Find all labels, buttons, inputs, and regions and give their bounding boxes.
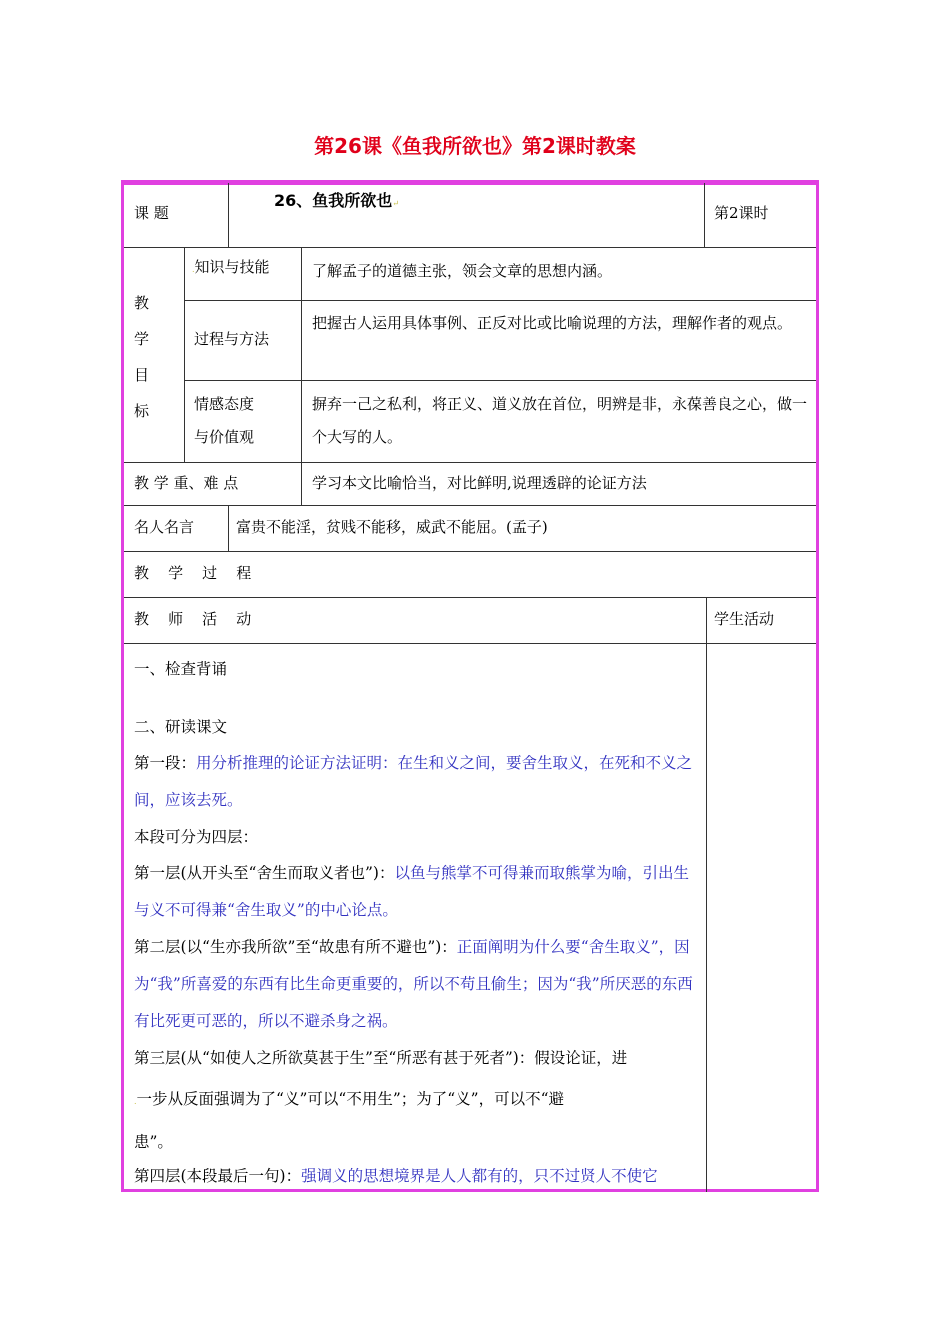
- process-header: 教 学 过 程: [134, 564, 252, 582]
- topic-value: 26、鱼我所欲也↵: [274, 191, 399, 210]
- lesson-plan-table: [121, 180, 819, 1192]
- step-study-text: 二、研读课文: [134, 718, 228, 736]
- page-title: 第26课《鱼我所欲也》第2课时教案: [314, 134, 636, 158]
- period-label: 第2课时: [714, 204, 769, 222]
- objective-label-process: 过程与方法: [194, 330, 270, 348]
- student-activity-header: 学生活动: [714, 610, 775, 628]
- key-points-label: 教 学 重、难 点: [134, 474, 239, 492]
- topic-label: 课 题: [134, 204, 169, 222]
- quote-label: 名人名言: [134, 518, 195, 536]
- key-points-text: 学习本文比喻恰当，对比鲜明,说理透辟的论证方法: [312, 474, 647, 492]
- objective-text-emotion: 摒弃一己之私利，将正义、道义放在首位，明辨是非，永葆善良之心，做一个大写的人。: [312, 395, 808, 446]
- objective-text-process: 把握古人运用具体事例、正反对比或比喻说理的方法，理解作者的观点。: [312, 314, 793, 332]
- teacher-activity-header: 教 师 活 动: [134, 610, 252, 628]
- objectives-group-label: 教 学 目 标: [134, 294, 150, 420]
- quote-text: 富贵不能淫，贫贱不能移，威武不能屈。(孟子): [236, 518, 548, 536]
- objective-text-knowledge: 了解孟子的道德主张，领会文章的思想内涵。: [312, 262, 613, 280]
- objective-label-emotion: 情感态度 与价值观: [194, 395, 255, 446]
- objective-label-knowledge: .知识与技能: [192, 258, 270, 276]
- teacher-activity-content: 一、检查背诵 二、研读课文 第一段：用分析推理的论证方法证明：在生和义之间，要舍生取义，在死和不义之间，应该去死。 本段可分为四层： 第一层(从开头至“舍生而取义者也”)：以鱼与熊掌不可得兼而取熊掌为喻，引出生与义不可得兼“舍生取义”的中心论点。 第二层(以“生亦我所欲”至“故患有所不避也”)：正面阐明为什么要“舍生取义”，因为“我”所喜爱的东西有比生命更重要的，所以不苟且偷生；因为“我”所厌恶的东西有比死更可恶的，所以不避杀身之祸。 第三层(从“如使人之所欲莫甚于生”至“所恶有甚于死者”)：假设论证，进 .一步从反面强调为了“义”可以“不用生”；为了“义”，可以不“避 患”。 第四层(本段最后一句)：强调义的思想境界是人人都有的，只不过贤人不使它: [134, 651, 700, 1192]
- step-check-recitation: 一、检查背诵: [134, 660, 228, 678]
